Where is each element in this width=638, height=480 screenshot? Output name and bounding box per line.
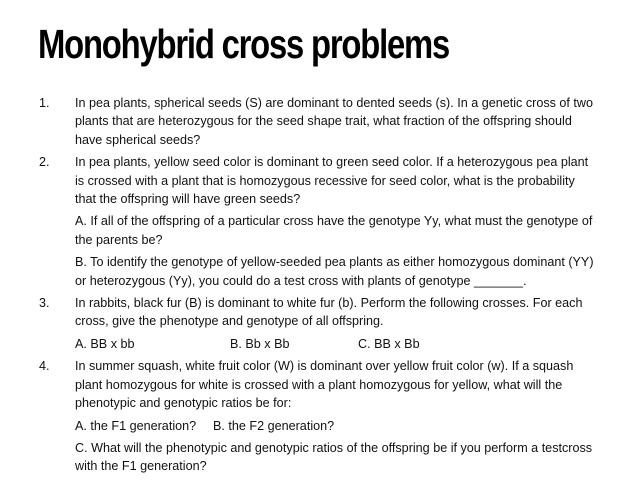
question-1 <box>39 94 599 149</box>
question-number: 3. <box>39 296 50 311</box>
cross-a: A. BB x bb <box>75 336 135 351</box>
slide-title: Monohybrid cross problems <box>38 21 450 67</box>
sub-question-b: B. To identify the genotype of yellow-seeded pea plants as either homozygous dominant (YY) or heterozygous (Yy), you could do a test cross with plants of genotype _______. <box>75 255 594 288</box>
question-number: 2. <box>39 155 50 170</box>
sub-question-a: A. If all of the offspring of a particular cross have the genotype Yy, what must the genotype of the parents be? <box>75 214 593 247</box>
cross-b: B. Bb x Bb <box>230 336 290 351</box>
cross-options <box>75 335 599 353</box>
question-text: In rabbits, black fur (B) is dominant to white fur (b). Perform the following crosses. For each cross, give the phenotype and genotype of all offspring. <box>75 296 583 329</box>
question-4 <box>39 357 599 475</box>
question-text: In pea plants, yellow seed color is dominant to green seed color. If a heterozygous pea plant is crossed with a plant that is homozygous recessive for seed color, what is the probability that the offspring will have green seeds? <box>75 155 589 207</box>
question-text: In pea plants, spherical seeds (S) are dominant to dented seeds (s). In a genetic cross of two plants that are heterozygous for the seed shape trait, what fraction of the offspring should have spherical seeds? <box>75 96 594 147</box>
question-text: In summer squash, white fruit color (W) is dominant over yellow fruit color (w). If a squash plant homozygous for white is crossed with a plant homozygous for yellow, what will the phenotypic and genotypic ratios be for: <box>75 359 574 411</box>
part-a: A. the F1 generation? <box>75 418 197 433</box>
question-2 <box>39 153 599 290</box>
generation-parts <box>75 417 599 435</box>
cross-c: C. BB x Bb <box>358 336 420 351</box>
sub-question-c: C. What will the phenotypic and genotypic ratios of the offspring be if you perform a testcross with the F1 generation? <box>75 440 593 474</box>
question-3 <box>39 294 599 353</box>
question-number: 1. <box>39 96 50 110</box>
part-b: B. the F2 generation? <box>213 418 335 433</box>
question-number: 4. <box>39 359 50 374</box>
question-list <box>39 94 599 480</box>
